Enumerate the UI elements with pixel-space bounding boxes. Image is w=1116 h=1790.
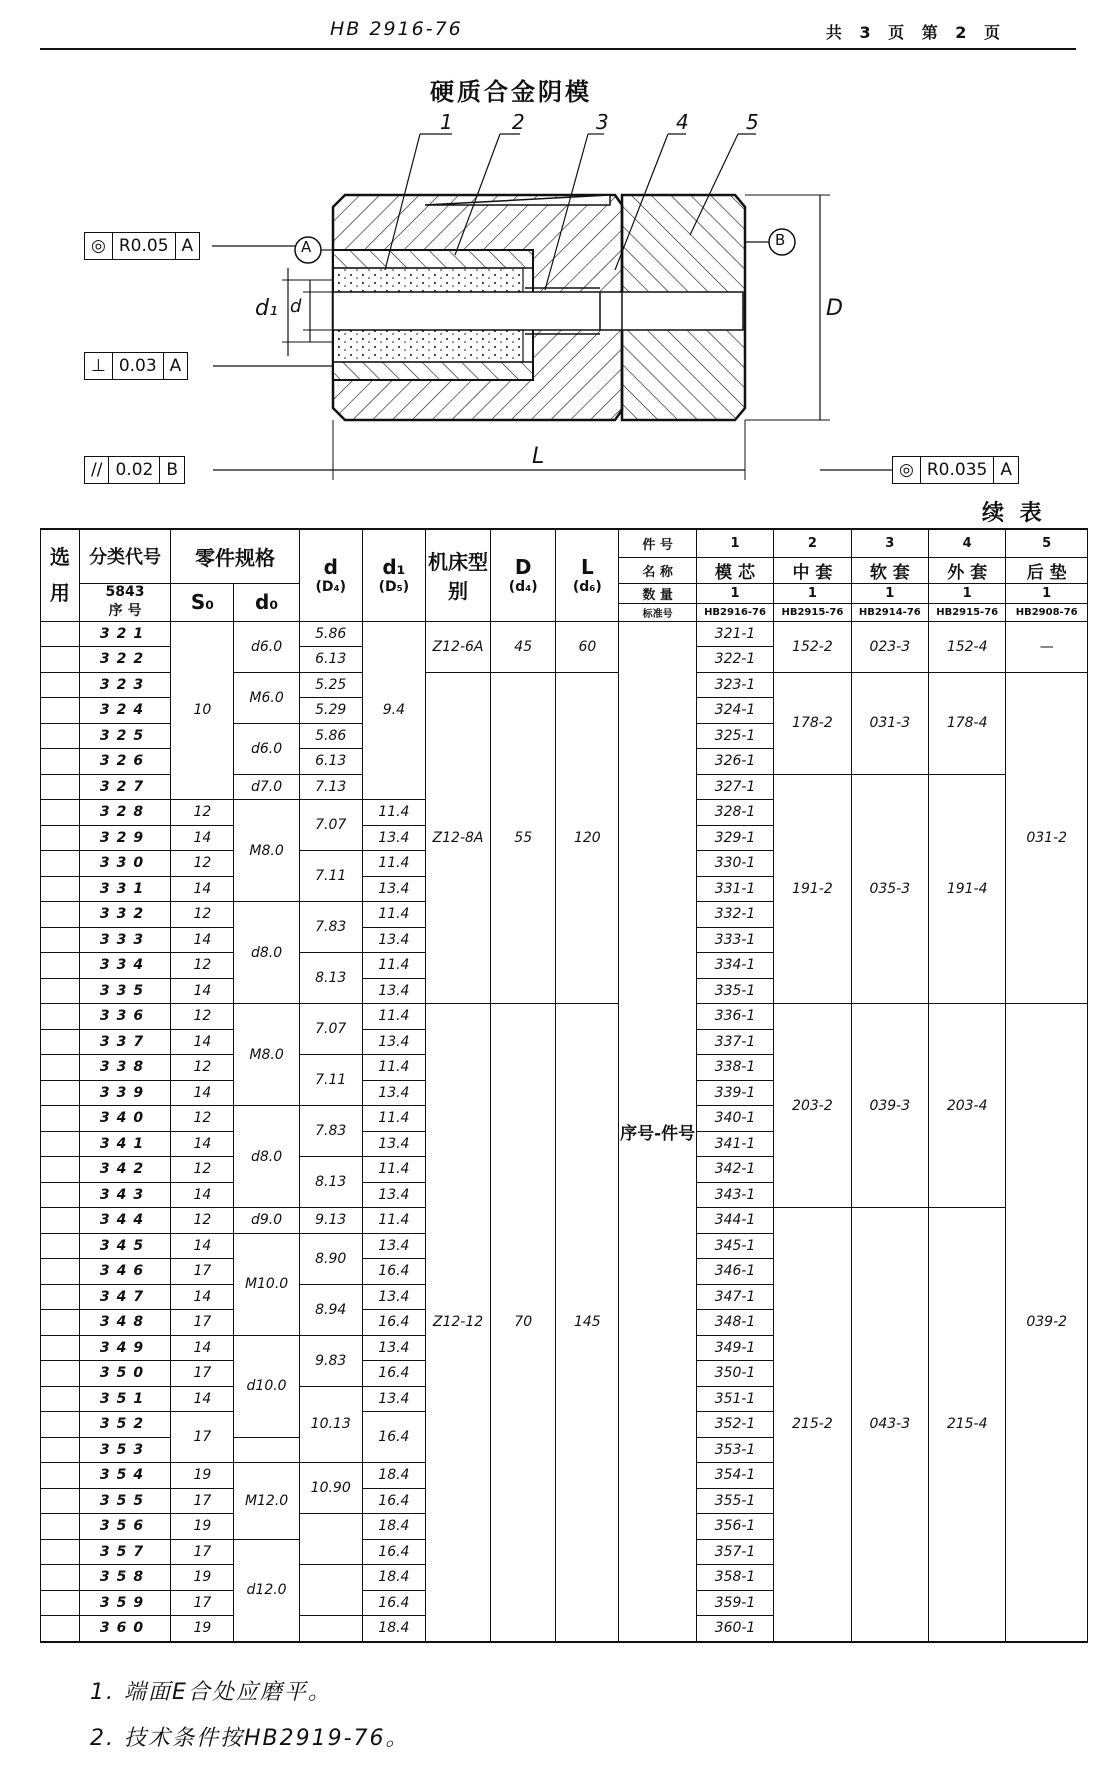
cell-seq: 326 <box>79 749 171 775</box>
col-d1: d₁ (D₅) <box>362 529 425 621</box>
cell-d1: 11.4 <box>362 902 425 928</box>
cell-part1: 331-1 <box>696 876 773 902</box>
cell-d: 5.86 <box>299 621 362 647</box>
cell-d: 8.13 <box>299 1157 362 1208</box>
cell-part1: 356-1 <box>696 1514 773 1540</box>
cell-seq: 358 <box>79 1565 171 1591</box>
cell-d1: 18.4 <box>362 1463 425 1489</box>
cell-s0: 14 <box>171 927 234 953</box>
callout-5: 5 <box>746 110 759 134</box>
cell-s0: 17 <box>171 1361 234 1387</box>
cell-d0: d9.0 <box>234 1208 299 1234</box>
col-biaozhun: 标准号 <box>619 603 696 621</box>
cell-d1: 13.4 <box>362 1335 425 1361</box>
dim-d1-label: d₁ <box>255 296 278 321</box>
cell-seq: 346 <box>79 1259 171 1285</box>
cell-s0: 14 <box>171 1284 234 1310</box>
cell-d: 10.90 <box>299 1463 362 1514</box>
cell-s0: 14 <box>171 1335 234 1361</box>
cell-xuanyong <box>41 1361 80 1387</box>
cell-part1: 348-1 <box>696 1310 773 1336</box>
col-mingcheng: 名 称 <box>619 557 696 583</box>
cell-d1: 18.4 <box>362 1514 425 1540</box>
tol-frame-perpendicularity: ⊥ 0.03 A <box>84 352 188 380</box>
cell-part3: 035-3 <box>851 774 928 1004</box>
cell-seq: 342 <box>79 1157 171 1183</box>
col-d: d (D₄) <box>299 529 362 621</box>
cell-part1: 358-1 <box>696 1565 773 1591</box>
cell-seq: 338 <box>79 1055 171 1081</box>
cell-part1: 342-1 <box>696 1157 773 1183</box>
cell-d1: 13.4 <box>362 1080 425 1106</box>
cell-s0: 14 <box>171 1233 234 1259</box>
cell-part1: 344-1 <box>696 1208 773 1234</box>
cell-seq: 341 <box>79 1131 171 1157</box>
table-row <box>41 1004 1088 1030</box>
cell-d: 9.83 <box>299 1335 362 1386</box>
cell-part2: 191-2 <box>774 774 851 1004</box>
cell-d1: 13.4 <box>362 1029 425 1055</box>
cell-d1: 13.4 <box>362 1233 425 1259</box>
cell-part1: 357-1 <box>696 1539 773 1565</box>
cell-seq: 352 <box>79 1412 171 1438</box>
dim-L-label: L <box>532 444 545 469</box>
cell-d: 7.07 <box>299 800 362 851</box>
cell-s0: 17 <box>171 1310 234 1336</box>
cell-d1: 16.4 <box>362 1412 425 1463</box>
cell-D: 55 <box>491 672 556 1004</box>
datum-a-label: A <box>301 238 312 256</box>
cell-seq: 344 <box>79 1208 171 1234</box>
col-shuliang: 数 量 <box>619 583 696 603</box>
cell-d1: 16.4 <box>362 1259 425 1285</box>
cell-seq: 355 <box>79 1488 171 1514</box>
cell-seq: 354 <box>79 1463 171 1489</box>
cell-d1: 13.4 <box>362 825 425 851</box>
cell-machine: Z12-12 <box>425 1004 490 1642</box>
cell-d1: 11.4 <box>362 1106 425 1132</box>
cell-d1: 16.4 <box>362 1590 425 1616</box>
cell-seq: 327 <box>79 774 171 800</box>
cell-xuanyong <box>41 876 80 902</box>
cell-xuanyong <box>41 800 80 826</box>
cell-s0: 12 <box>171 1004 234 1030</box>
cell-d: 8.90 <box>299 1233 362 1284</box>
cell-xuanyong <box>41 1335 80 1361</box>
cell-xuanyong <box>41 1208 80 1234</box>
cell-part1: 360-1 <box>696 1616 773 1642</box>
tol-frame-concentricity-2: ◎ R0.035 A <box>892 456 1019 484</box>
callout-4: 4 <box>676 110 689 134</box>
cell-d: 7.83 <box>299 902 362 953</box>
cell-part1: 341-1 <box>696 1131 773 1157</box>
col-xuhao: 5843 序 号 <box>79 583 171 621</box>
cell-xuanyong <box>41 698 80 724</box>
cell-d: 8.94 <box>299 1284 362 1335</box>
cell-xuanyong <box>41 1004 80 1030</box>
cell-part1: 329-1 <box>696 825 773 851</box>
cell-L: 120 <box>556 672 619 1004</box>
cell-d: 10.13 <box>299 1386 362 1463</box>
cell-part3: 023-3 <box>851 621 928 672</box>
cell-d1: 13.4 <box>362 927 425 953</box>
cell-D: 45 <box>491 621 556 672</box>
cell-part2: 178-2 <box>774 672 851 774</box>
cell-d1: 11.4 <box>362 1157 425 1183</box>
cell-part1: 352-1 <box>696 1412 773 1438</box>
cell-xuanyong <box>41 1284 80 1310</box>
cell-seq: 351 <box>79 1386 171 1412</box>
cell-d <box>299 1514 362 1565</box>
cell-seq: 347 <box>79 1284 171 1310</box>
dim-D-label: D <box>826 296 843 321</box>
cell-part1: 327-1 <box>696 774 773 800</box>
col-d0: d₀ <box>234 583 299 621</box>
cell-seq: 343 <box>79 1182 171 1208</box>
cell-d: 6.13 <box>299 647 362 673</box>
cell-d1: 13.4 <box>362 1386 425 1412</box>
cell-xuanyong <box>41 621 80 647</box>
col-s0: S₀ <box>171 583 234 621</box>
cell-xuanyong <box>41 1182 80 1208</box>
cell-part4: 191-4 <box>928 774 1005 1004</box>
cell-d1: 16.4 <box>362 1361 425 1387</box>
cell-part1: 324-1 <box>696 698 773 724</box>
col-xuanyong: 选用 <box>41 529 80 621</box>
cell-part5: 031-2 <box>1006 672 1088 1004</box>
cell-s0: 14 <box>171 876 234 902</box>
cell-xuanyong <box>41 1029 80 1055</box>
cell-d0: d6.0 <box>234 621 299 672</box>
cell-xuanyong <box>41 1616 80 1642</box>
cell-seq: 359 <box>79 1590 171 1616</box>
col-jianhao: 件 号 <box>619 529 696 557</box>
cell-xuanyong <box>41 774 80 800</box>
cell-d1: 11.4 <box>362 1004 425 1030</box>
cell-part1: 325-1 <box>696 723 773 749</box>
cell-part3: 039-3 <box>851 1004 928 1208</box>
cell-seq: 328 <box>79 800 171 826</box>
cell-part1: 359-1 <box>696 1590 773 1616</box>
cell-d0: M8.0 <box>234 800 299 902</box>
cell-xuanyong <box>41 1131 80 1157</box>
col-jichuang: 机床型别 <box>425 529 490 621</box>
cell-part1: 328-1 <box>696 800 773 826</box>
cell-xuanyong <box>41 927 80 953</box>
cell-d0: d7.0 <box>234 774 299 800</box>
note-2: 2. 技术条件按HB2919-76。 <box>90 1726 410 1751</box>
cell-s0: 19 <box>171 1514 234 1540</box>
cell-part4: 178-4 <box>928 672 1005 774</box>
cell-part1: 338-1 <box>696 1055 773 1081</box>
cell-s0: 19 <box>171 1463 234 1489</box>
col-lingjian: 零件规格 <box>171 529 299 583</box>
cell-seq: 330 <box>79 851 171 877</box>
cell-xuanyong <box>41 1463 80 1489</box>
tol-frame-concentricity-1: ◎ R0.05 A <box>84 232 200 260</box>
cell-part1: 355-1 <box>696 1488 773 1514</box>
cell-d <box>299 1565 362 1616</box>
cell-part1: 323-1 <box>696 672 773 698</box>
cell-d0: d6.0 <box>234 723 299 774</box>
cell-part5: — <box>1006 621 1088 672</box>
cell-xuanyong <box>41 647 80 673</box>
cell-part1: 353-1 <box>696 1437 773 1463</box>
cell-part1: 321-1 <box>696 621 773 647</box>
cell-part1: 335-1 <box>696 978 773 1004</box>
cell-s0: 14 <box>171 978 234 1004</box>
cell-xuanyong <box>41 749 80 775</box>
cell-s0: 12 <box>171 902 234 928</box>
cell-d: 5.29 <box>299 698 362 724</box>
cell-d0: M8.0 <box>234 1004 299 1106</box>
col-L: L (d₆) <box>556 529 619 621</box>
mold-cross-section <box>0 0 1116 520</box>
cell-xuanyong <box>41 902 80 928</box>
cell-part1: 326-1 <box>696 749 773 775</box>
cell-d0: d8.0 <box>234 1106 299 1208</box>
cell-machine: Z12-6A <box>425 621 490 672</box>
cell-s0: 12 <box>171 851 234 877</box>
cell-s0: 17 <box>171 1259 234 1285</box>
cell-s0: 14 <box>171 1386 234 1412</box>
cell-d1: 11.4 <box>362 1055 425 1081</box>
cell-part1: 349-1 <box>696 1335 773 1361</box>
cell-d1: 16.4 <box>362 1539 425 1565</box>
cell-seq: 357 <box>79 1539 171 1565</box>
cell-seq: 360 <box>79 1616 171 1642</box>
cell-d: 7.83 <box>299 1106 362 1157</box>
cell-part1: 333-1 <box>696 927 773 953</box>
cell-d0: d8.0 <box>234 902 299 1004</box>
table-row <box>41 621 1088 647</box>
cell-d1: 11.4 <box>362 953 425 979</box>
cell-part1: 322-1 <box>696 647 773 673</box>
cell-seq: 321 <box>79 621 171 647</box>
cell-s0: 12 <box>171 953 234 979</box>
cell-s0: 14 <box>171 1131 234 1157</box>
cell-d1: 13.4 <box>362 1131 425 1157</box>
cell-xuanyong <box>41 672 80 698</box>
datum-b-label: B <box>775 231 786 249</box>
spec-table-body <box>41 621 1088 1642</box>
cell-xuanyong <box>41 953 80 979</box>
cell-seq: 339 <box>79 1080 171 1106</box>
cell-seq: 333 <box>79 927 171 953</box>
cell-part4: 203-4 <box>928 1004 1005 1208</box>
cell-seq: 340 <box>79 1106 171 1132</box>
cell-s0: 12 <box>171 800 234 826</box>
cell-s0: 17 <box>171 1539 234 1565</box>
cell-part1: 345-1 <box>696 1233 773 1259</box>
cell-xuanyong <box>41 978 80 1004</box>
cell-d: 5.86 <box>299 723 362 749</box>
cell-d0: M12.0 <box>234 1463 299 1540</box>
page-indicator: 共 3 页 第 2 页 <box>825 23 1006 42</box>
cell-seq: 349 <box>79 1335 171 1361</box>
note-1: 1. 端面E合处应磨平。 <box>90 1680 332 1705</box>
cell-xuanyong <box>41 1437 80 1463</box>
cell-d0: M6.0 <box>234 672 299 723</box>
drawing-title: 硬质合金阴模 <box>430 78 592 106</box>
cell-s0: 12 <box>171 1106 234 1132</box>
cell-xuanyong <box>41 1106 80 1132</box>
cell-part3: 043-3 <box>851 1208 928 1642</box>
cell-s0: 17 <box>171 1488 234 1514</box>
cell-part1: 330-1 <box>696 851 773 877</box>
cell-d1: 16.4 <box>362 1488 425 1514</box>
cell-xuanyong <box>41 1310 80 1336</box>
notes <box>90 1670 410 1762</box>
cell-s0: 17 <box>171 1412 234 1463</box>
continued-label: 续 表 <box>982 501 1046 526</box>
cell-seq: 334 <box>79 953 171 979</box>
standard-number: HB 2916-76 <box>330 18 463 40</box>
cell-s0: 12 <box>171 1208 234 1234</box>
cell-seq: 336 <box>79 1004 171 1030</box>
cell-part1: 340-1 <box>696 1106 773 1132</box>
cell-xuanyong <box>41 1157 80 1183</box>
cell-d1: 11.4 <box>362 800 425 826</box>
cell-s0: 19 <box>171 1616 234 1642</box>
cell-s0: 17 <box>171 1590 234 1616</box>
cell-xuanyong <box>41 1488 80 1514</box>
cell-seq: 325 <box>79 723 171 749</box>
cell-part1: 351-1 <box>696 1386 773 1412</box>
cell-d1: 13.4 <box>362 1182 425 1208</box>
cell-L: 145 <box>556 1004 619 1642</box>
cell-part1: 336-1 <box>696 1004 773 1030</box>
cell-d: 6.13 <box>299 749 362 775</box>
cell-part4: 215-4 <box>928 1208 1005 1642</box>
cell-s0: 14 <box>171 1029 234 1055</box>
cell-part1: 350-1 <box>696 1361 773 1387</box>
cell-s0: 12 <box>171 1157 234 1183</box>
cell-s0: 19 <box>171 1565 234 1591</box>
cell-seq: 353 <box>79 1437 171 1463</box>
cell-s0: 14 <box>171 1080 234 1106</box>
cell-d <box>299 1616 362 1642</box>
cell-seq: 335 <box>79 978 171 1004</box>
cell-xuanyong <box>41 1539 80 1565</box>
cell-part1: 343-1 <box>696 1182 773 1208</box>
cell-machine: Z12-8A <box>425 672 490 1004</box>
cell-part3: 031-3 <box>851 672 928 774</box>
cell-d0: d10.0 <box>234 1335 299 1437</box>
cell-d: 5.25 <box>299 672 362 698</box>
cell-part2: 215-2 <box>774 1208 851 1642</box>
cell-s0: 10 <box>171 621 234 800</box>
cell-part1: 332-1 <box>696 902 773 928</box>
cell-d: 7.07 <box>299 1004 362 1055</box>
cell-xuanyong <box>41 1514 80 1540</box>
cell-xuanyong <box>41 1080 80 1106</box>
cell-s0: 14 <box>171 1182 234 1208</box>
cell-seq: 356 <box>79 1514 171 1540</box>
dim-d-label: d <box>290 296 302 317</box>
cell-part5: 039-2 <box>1006 1004 1088 1642</box>
cell-part1: 334-1 <box>696 953 773 979</box>
cell-part2: 203-2 <box>774 1004 851 1208</box>
cell-part4: 152-4 <box>928 621 1005 672</box>
cell-part1: 339-1 <box>696 1080 773 1106</box>
cell-seq: 323 <box>79 672 171 698</box>
cell-d1: 13.4 <box>362 1284 425 1310</box>
cell-part1: 354-1 <box>696 1463 773 1489</box>
cell-seq: 348 <box>79 1310 171 1336</box>
cell-d1: 16.4 <box>362 1310 425 1336</box>
callout-2: 2 <box>512 110 525 134</box>
cell-d1: 13.4 <box>362 978 425 1004</box>
cell-seq: 345 <box>79 1233 171 1259</box>
cell-L: 60 <box>556 621 619 672</box>
cell-part2: 152-2 <box>774 621 851 672</box>
cell-d: 7.11 <box>299 851 362 902</box>
spec-table: 选用 分类代号 零件规格 d (D₄) d₁ (D₅) 机床型别 D (d₄) L (d₆) 件 号 1 2 3 4 5 名 称 模 芯 中 套 软 套 外 套 后 垫 5843 序 号 S₀ d₀ 数 量 1 1 1 1 1 标准号 HB2916-76 HB2915-76 HB2914-76 HB2915-76 HB2908-76 321 10 d6.0 5.86 9.4 Z12-6A 45 60 序号-件号 321-1 152-2 023-3 152-4 — 322 6.13 322-1 323 M6.0 5.25 Z12-8A 55 120 323-1 178-2 031-3 178-4 031-2 324 5.29 324-1 325 d6.0 5.86 325-1 326 6.13 326-1 327 d7.0 7.13 327-1 191-2 035-3 191-4 328 12 M8.0 7.07 11.4 328-1 329 14 13.4 329-1 330 12 7.11 11.4 330-1 331 14 13.4 331-1 332 12 d8.0 7.83 11.4 332-1 333 14 13.4 333-1 334 12 8.13 11.4 334-1 335 14 13.4 335-1 336 12 M8.0 7.07 11.4 Z12-12 70 145 336-1 203-2 039-3 203-4 039-2 337 14 13.4 337-1 338 12 7.11 11.4 338-1 339 14 13.4 339-1 340 12 d8.0 7.83 11.4 340-1 341 14 13.4 341-1 342 12 8.13 11.4 342-1 343 14 13.4 343-1 344 12 d9.0 9.13 11.4 344-1 215-2 043-3 215-4 345 14 M10.0 8.90 13.4 345-1 346 17 16.4 346-1 347 14 8.94 13.4 347-1 348 17 16.4 348-1 349 14 d10.0 9.83 13.4 349-1 350 17 16.4 350-1 351 14 10.13 13.4 351-1 352 17 16.4 352-1 353 353-1 354 19 M12.0 10.90 18.4 354-1 355 17 16.4 355-1 356 19 18.4 356-1 357 17 d12.0 16.4 357-1 358 19 18.4 358-1 359 17 16.4 359-1 360 19 18.4 360-1 <box>40 528 1088 1643</box>
callout-1: 1 <box>440 110 453 134</box>
cell-seq: 332 <box>79 902 171 928</box>
cell-s0: 14 <box>171 825 234 851</box>
cell-d1: 18.4 <box>362 1565 425 1591</box>
cell-merged-note: 序号-件号 <box>619 621 696 1642</box>
cell-part1: 347-1 <box>696 1284 773 1310</box>
cell-xuanyong <box>41 1590 80 1616</box>
cell-xuanyong <box>41 851 80 877</box>
cell-seq: 324 <box>79 698 171 724</box>
cell-xuanyong <box>41 723 80 749</box>
cell-seq: 329 <box>79 825 171 851</box>
cell-xuanyong <box>41 1055 80 1081</box>
cell-xuanyong <box>41 1565 80 1591</box>
cell-d: 8.13 <box>299 953 362 1004</box>
cell-d0: M10.0 <box>234 1233 299 1335</box>
cell-d0 <box>234 1437 299 1463</box>
cell-d: 7.13 <box>299 774 362 800</box>
cell-xuanyong <box>41 1233 80 1259</box>
cell-seq: 322 <box>79 647 171 673</box>
cell-d1: 18.4 <box>362 1616 425 1642</box>
cell-d: 7.11 <box>299 1055 362 1106</box>
cell-d: 9.13 <box>299 1208 362 1234</box>
cell-s0: 12 <box>171 1055 234 1081</box>
callout-3: 3 <box>596 110 609 134</box>
cell-seq: 337 <box>79 1029 171 1055</box>
cell-seq: 331 <box>79 876 171 902</box>
cell-d1: 11.4 <box>362 1208 425 1234</box>
cell-part1: 346-1 <box>696 1259 773 1285</box>
cell-xuanyong <box>41 825 80 851</box>
col-fenlei: 分类代号 <box>79 529 171 583</box>
cell-d1: 11.4 <box>362 851 425 877</box>
cell-d1: 9.4 <box>362 621 425 800</box>
cell-D: 70 <box>491 1004 556 1642</box>
cell-xuanyong <box>41 1386 80 1412</box>
cell-xuanyong <box>41 1412 80 1438</box>
cell-d0: d12.0 <box>234 1539 299 1642</box>
cell-xuanyong <box>41 1259 80 1285</box>
cell-d1: 13.4 <box>362 876 425 902</box>
cell-part1: 337-1 <box>696 1029 773 1055</box>
col-D: D (d₄) <box>491 529 556 621</box>
cell-seq: 350 <box>79 1361 171 1387</box>
tol-frame-parallelism: // 0.02 B <box>84 456 185 484</box>
